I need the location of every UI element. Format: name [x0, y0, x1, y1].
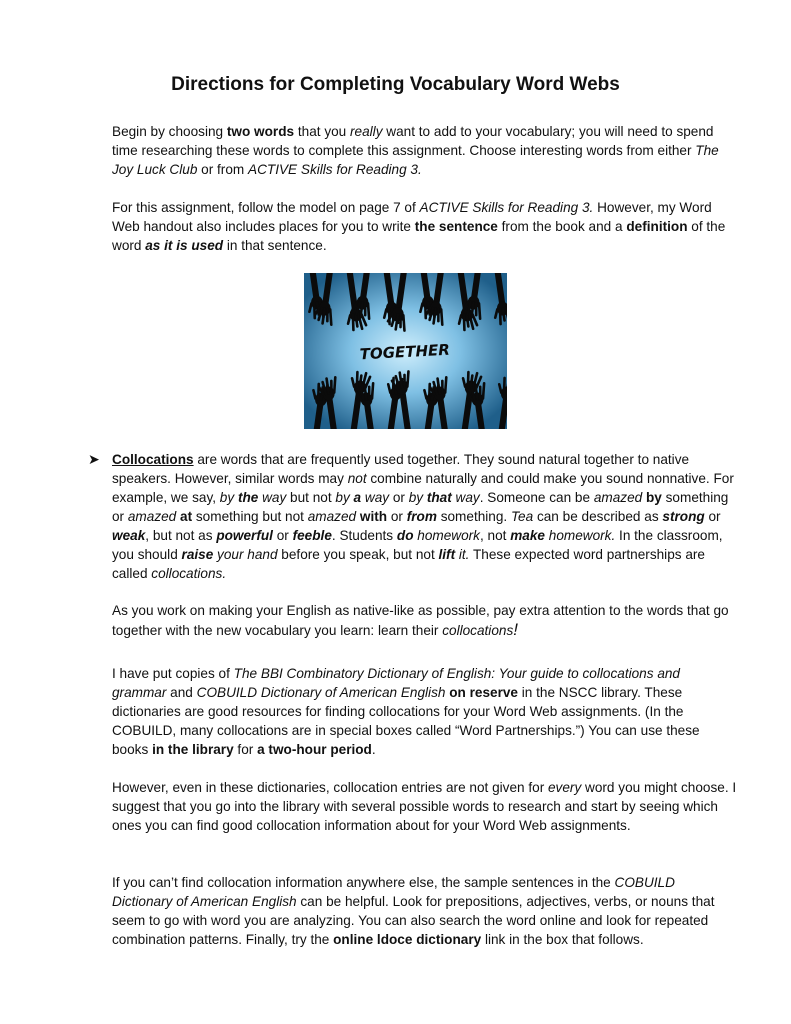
bold-text: two words — [226, 124, 295, 139]
book-title: The BBI Combinatory Dictionary of English: Your guide to collocations and grammar — [112, 666, 680, 700]
text: of the word — [112, 219, 726, 253]
text: Begin by choosing — [112, 124, 227, 139]
text: or from — [197, 162, 248, 177]
book-title: COBUILD Dictionary of American English — [196, 685, 446, 700]
page-title: Directions for Completing Vocabulary Word Webs — [171, 74, 620, 95]
native-like-paragraph — [112, 601, 737, 640]
exclamation: ! — [513, 620, 518, 639]
italic-text: collocations — [442, 623, 514, 638]
collocations-paragraph: Collocations are words that are frequently used together. They sound natural together to native speakers. However, similar words may not combine naturally and could make you sound nonnative. For example, we say, by the way but not by a way or by that way. Someone can be amazed by something or amazed at something but not amazed with or from something. Tea can be described as strong or weak, but not as powerful or feeble. Students do homework, not make homework. In the classroom, you should raise your hand before you speak, but not lift it. These expected word partnerships are called collocations. — [112, 452, 734, 581]
library-research-paragraph: However, even in these dictionaries, collocation entries are not given for every word you might choose. I suggest that you go into the library with several possible words to research and start by seeing which ones you can find good collocation information about for your Word Web assignments. — [112, 780, 737, 833]
text: For this assignment, follow the model on page 7 of — [112, 200, 420, 215]
bold-text: a two-hour period — [257, 742, 372, 757]
italic-text: really — [350, 124, 383, 139]
text: As you work on making your English as native-like as possible, pay extra attention to the words that go together with the new vocabulary you learn: learn their — [112, 603, 729, 638]
book-title: COBUILD Dictionary of American English — [112, 875, 675, 909]
bold-italic-text: as it is used — [145, 238, 224, 253]
ldoce-link-text: online ldoce dictionary — [333, 932, 482, 947]
assignment-paragraph — [112, 198, 737, 255]
italic-text: every — [548, 780, 582, 795]
text: that you — [294, 124, 351, 139]
bold-text: definition — [626, 219, 688, 234]
book-title: ACTIVE Skills for Reading 3. — [248, 162, 422, 177]
together-hands-image — [304, 273, 507, 429]
hands-illustration — [304, 273, 507, 429]
sample-sentences-paragraph: If you can’t find collocation information anywhere else, the sample sentences in the COBUILD Dictionary of American English can be helpful. Look for prepositions, adjectives, verbs, or nouns that seem to go with word you are analyzing. You can also search the word online and look for repeated combination patterns. Finally, try the online ldoce dictionary link in the box that follows. — [112, 875, 715, 947]
text: in that sentence. — [223, 238, 327, 253]
collocations-term: Collocations — [112, 452, 194, 467]
bold-text: in the library — [152, 742, 234, 757]
book-title: ACTIVE Skills for Reading 3. — [419, 200, 594, 215]
together-caption: TOGETHER — [359, 340, 451, 364]
book-title: The Joy Luck Club — [112, 143, 719, 177]
arrow-bullet-icon: ➤ — [88, 452, 100, 468]
intro-paragraph — [112, 122, 737, 179]
text: from the book and a — [497, 219, 627, 234]
bold-text: on reserve — [449, 685, 518, 700]
bold-text: the sentence — [414, 219, 498, 234]
text: However, my Word Web handout also includes places for you to write — [112, 200, 712, 234]
text: want to add to your vocabulary; you will need to spend time researching these words to complete this assignment. Choose interesting words from either — [112, 124, 714, 158]
dictionaries-paragraph: I have put copies of The BBI Combinatory Dictionary of English: Your guide to collocations and grammar and COBUILD Dictionary of American English on reserve in the NSCC library. These dictionaries are good resources for finding collocations for your Word Web assignments. (In the COBUILD, many collocations are in special boxes called “Word Partnerships.”) You can use these books in the library for a two-hour period. — [112, 666, 700, 757]
